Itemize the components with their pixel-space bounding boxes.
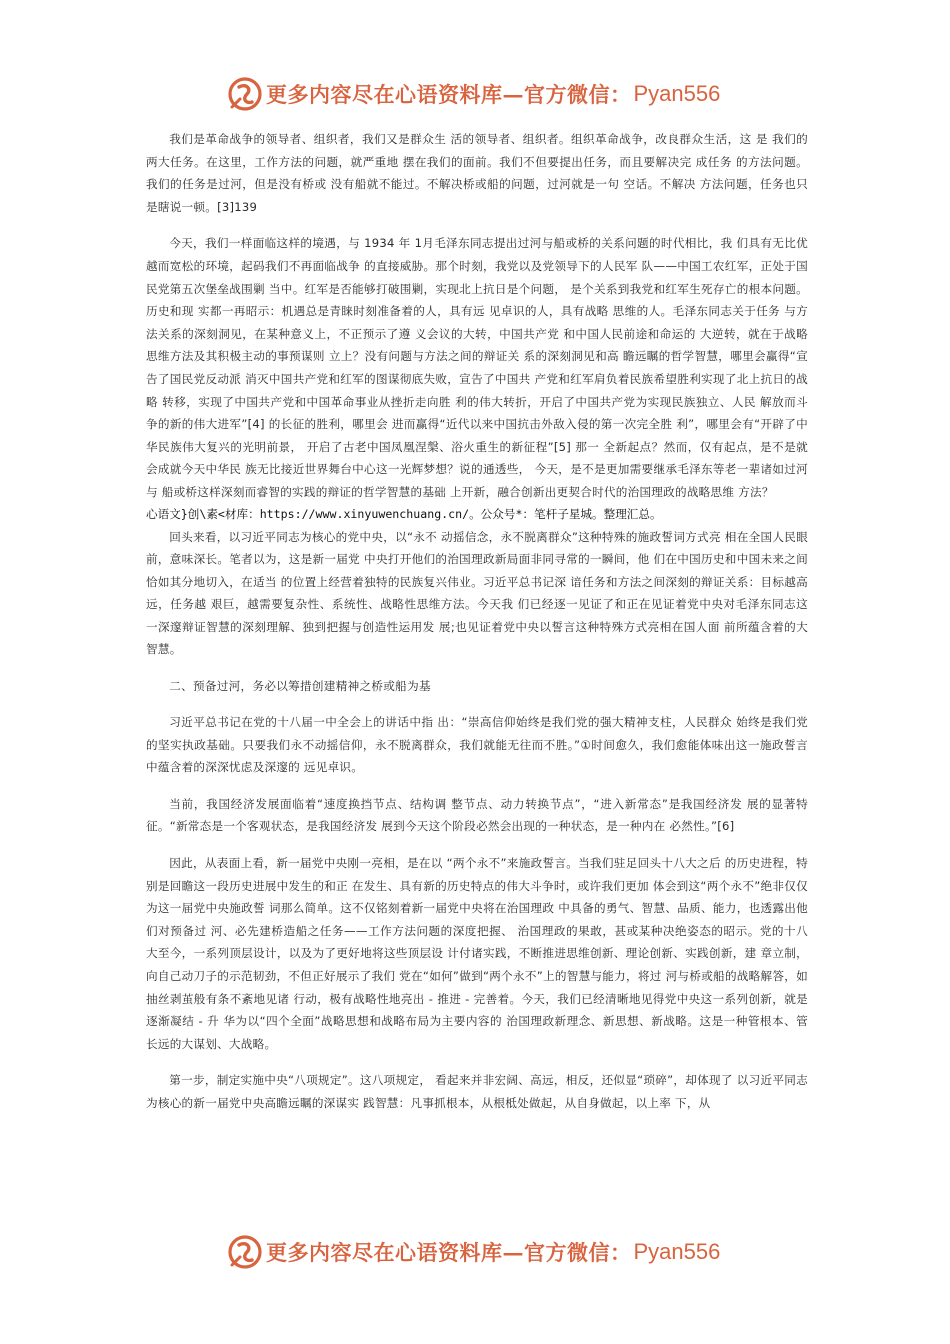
banner-text: 更多内容尽在心语资料库—官方微信： xyxy=(266,1240,632,1265)
brand-logo-icon xyxy=(226,75,264,113)
paragraph-1: 我们是革命战争的领导者、组织者，我们又是群众生 活的领导者、组织者。组织革命战争，改良群众生活，这 是 我们的两大任务。在这里，工作方法的问题，就严重地 摆在我们的面前。我们不但要提出任务，而且要解决完 成任务 的方法问题。我们的任务是过河，但是没有桥或 没有船就不能过。不解决桥或船的问题，过河就是一句 空话。不解决 方法问题，任务也只是瞎说一顿。[3]139 xyxy=(146,132,808,214)
source-watermark-line: 心语文}创\素<材库：https://www.xinyuwenchuang.cn/。公众号*：笔杆子星城。整理汇总。 xyxy=(146,507,662,521)
banner-wechat-id: Pyan556 xyxy=(633,1239,721,1264)
brand-logo-icon xyxy=(226,1233,264,1271)
banner-wechat-id: Pyan556 xyxy=(633,81,721,106)
paragraph-3: 回头来看，以习近平同志为核心的党中央，以“永不 动摇信念，永不脱离群众”这种特殊的施政誓词方式亮 相在全国人民眼前，意味深长。笔者以为，这是新一届党 中央打开他们的治国理政新局面非同寻常的一瞬间，他 们在中国历史和中国未来之间恰如其分地切入，在适当 的位置上经营着独特的民族复兴伟业。习近平总书记深 谙任务和方法之间深刻的辩证关系：目标越高远，任务越 艰巨，越需要复杂性、系统性、战略性思维方法。今天我 们已经逐一见证了和正在见证着党中央对毛泽东同志这 一深邃辩证智慧的深刻理解、独到把握与创造性运用发 展;也见证着党中央以誓言这种特殊方式亮相在国人面 前所蕴含着的大智慧。 xyxy=(146,529,808,657)
footer-banner xyxy=(226,1232,746,1272)
article-body xyxy=(146,128,808,1129)
header-banner xyxy=(226,74,746,114)
section-heading: 二、预备过河，务必以筹措创建精神之桥或船为基 xyxy=(169,679,431,694)
paragraph-5: 当前，我国经济发展面临着“速度换挡节点、结构调 整节点、动力转换节点”，“进入新常态”是我国经济发 展的显著特征。“新常态是一个客观状态，是我国经济发 展到今天这个阶段必然会出现的一种状态，是一种内在 必然性。”[6] xyxy=(146,796,808,834)
banner-text: 更多内容尽在心语资料库—官方微信： xyxy=(266,82,632,107)
paragraph-7: 第一步，制定实施中央“八项规定”。这八项规定， 看起来并非宏阔、高远，相反，还似显“琐碎”，却体现了 以习近平同志为核心的新一届党中央高瞻远瞩的深谋实 践智慧：凡事抓根本，从根柢处做起，从自身做起，以上率 下，从 xyxy=(146,1073,808,1110)
paragraph-4: 习近平总书记在党的十八届一中全会上的讲话中指 出：“崇高信仰始终是我们党的强大精神支柱，人民群众 始终是我们党的坚实执政基础。只要我们永不动摇信仰，永不脱离群众，我们就能无往而不胜。”①时间愈久，我们愈能体味出这一施政誓言中蕴含着的深深忧虑及深邃的 远见卓识。 xyxy=(146,715,808,775)
paragraph-2: 今天，我们一样面临这样的境遇，与 1934 年 1月毛泽东同志提出过河与船或桥的关系问题的时代相比，我 们具有无比优越而宽松的环境，起码我们不再面临战争 的直接威胁。那个时刻，我党以及党领导下的人民军 队——中国工农红军，正处于国民党第五次堡垒战围剿 当中。红军是否能够打破围剿，实现北上抗日是个问题， 是个关系到我党和红军生死存亡的根本问题。历史和现 实都一再昭示：机遇总是青睐时刻准备着的人，具有远 见卓识的人，具有战略 思维的人。毛泽东同志关于任务 与方法关系的深刻洞见，在某种意义上，不正预示了遵 义会议的大转，中国共产党 和中国人民前途和命运的 大逆转，就在于战略思维方法及其积极主动的事预谋则 立上？没有问题与方法之间的辩证关 系的深刻洞见和高 瞻远瞩的哲学智慧，哪里会赢得“宣告了国民党反动派 消灭中国共产党和红军的图谋彻底失败，宣告了中国共 产党和红军肩负着民族希望胜利实现了北上抗日的战略 转移，实现了中国共产党和中国革命事业从挫折走向胜 利的伟大转折，开启了中国共产党为实现民族独立、人民 解放而斗争的新的伟大进军”[4] 的长征的胜利，哪里会 进而赢得“近代以来中国抗击外敌入侵的第一次完全胜 利”，哪里会有“开辟了中华民族伟大复兴的光明前景， 开启了古老中国凤凰涅槃、浴火重生的新征程”[5] 那一 全新起点？然而，仅有起点，是不是就会成就今天中华民 族无比接近世界舞台中心这一光辉梦想？说的通透些， 今天，是不是更加需要继承毛泽东等老一辈诸如过河与 船或桥这样深刻而睿智的实践的辩证的哲学智慧的基础 上开新，融合创新出更契合时代的治国理政的战略思维 方法？ xyxy=(146,236,808,499)
paragraph-6: 因此，从表面上看，新一届党中央刚一亮相，是在以 “两个永不”来施政誓言。当我们驻足回头十八大之后 的历史进程，特别是回瞻这一段历史进展中发生的和正 在发生、具有新的历史特点的伟大斗争时，或许我们更加 体会到这“两个永不”绝非仅仅为这一届党中央施政誓 词那么简单。这不仅铭刻着新一届党中央将在治国理政 中具备的勇气、智慧、品质、能力，也透露出他们对预备过 河、必先建桥造船之任务——工作方法问题的深度把握、 治国理政的果敢，甚或某种决绝姿态的昭示。党的十八 大至今，一系列顶层设计，以及为了更好地将这些顶层设 计付诸实践，不断推进思维创新、理论创新、实践创新，建 章立制，向自己动刀子的示范韧劲，不但正好展示了我们 党在“如何”做到“两个永不”上的智慧与能力，将过 河与桥或船的战略解答，如抽丝剥茧般有条不紊地见诸 行动，极有战略性地亮出 - 推进 - 完善着。今天，我们已经清晰地见得党中央这一系列创新，就是逐渐凝结 - 升 华为以“四个全面”战略思想和战略布局为主要内容的 治国理政新理念、新思想、新战略。这是一种管根本、管 长远的大谋划、大战略。 xyxy=(146,856,808,1051)
